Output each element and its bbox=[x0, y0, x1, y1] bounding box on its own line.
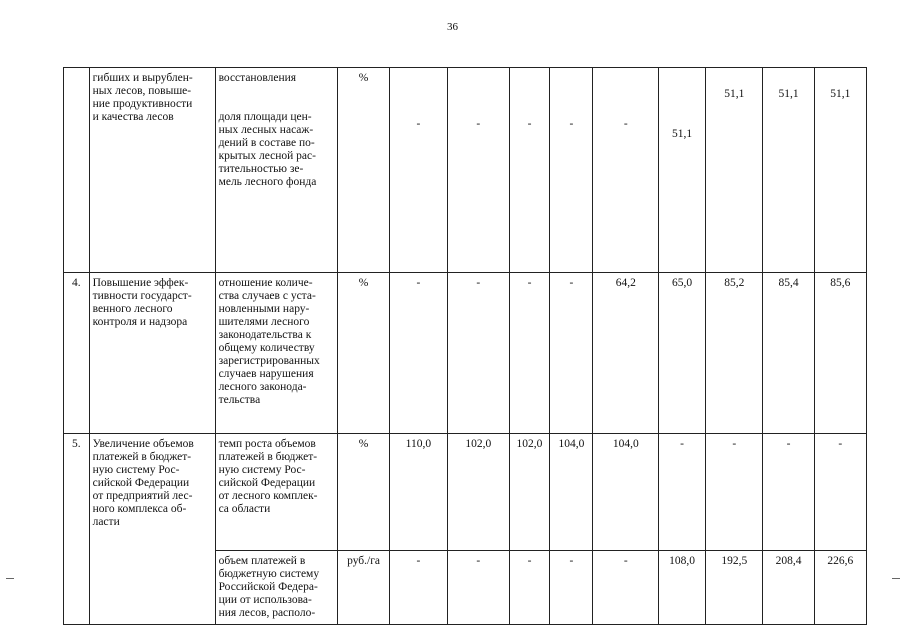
table-row bbox=[64, 434, 867, 551]
value-cell: - bbox=[389, 551, 447, 625]
value-cell: - bbox=[509, 551, 550, 625]
unit-cell: % bbox=[338, 273, 389, 434]
unit-cell: руб./га bbox=[338, 551, 389, 625]
value-cell: - bbox=[509, 273, 550, 434]
value-cell: 51,1 bbox=[814, 68, 866, 273]
value-cell: - bbox=[389, 273, 447, 434]
goal-cell: гибших и вырублен- ных лесов, повыше- ние продуктивности и качества лесов bbox=[89, 68, 215, 273]
value-cell: 51,1 bbox=[706, 68, 763, 273]
value-cell: - bbox=[448, 551, 509, 625]
value-cell: 108,0 bbox=[659, 551, 706, 625]
unit-cell: % bbox=[338, 68, 389, 273]
value-cell: - bbox=[509, 68, 550, 273]
indicators-table bbox=[63, 67, 867, 625]
value-cell: 104,0 bbox=[550, 434, 593, 551]
value-cell: - bbox=[448, 273, 509, 434]
value-cell: 85,2 bbox=[706, 273, 763, 434]
table-row bbox=[64, 68, 867, 273]
unit-cell: % bbox=[338, 434, 389, 551]
value-cell: 192,5 bbox=[706, 551, 763, 625]
value-cell: - bbox=[814, 434, 866, 551]
value-cell: 226,6 bbox=[814, 551, 866, 625]
value-cell: - bbox=[550, 68, 593, 273]
value-cell: - bbox=[593, 68, 659, 273]
indicator-continued-text: восстановления bbox=[218, 72, 297, 84]
indicator-cell: темп роста объемов платежей в бюджет- ную систему Рос- сийской Федерации от лесного комплек- са области bbox=[215, 434, 338, 551]
value-cell: 51,1 bbox=[659, 68, 706, 273]
indicator-cell bbox=[215, 68, 338, 273]
page-number: 36 bbox=[447, 21, 458, 33]
indicator-text: доля площади цен- ных лесных насаж- дений в составе по- крытых лесной рас- тительностью зе- мель лесного фонда bbox=[218, 111, 317, 188]
value-cell: - bbox=[706, 434, 763, 551]
value-cell: - bbox=[550, 273, 593, 434]
row-number: 5. bbox=[64, 434, 90, 625]
value-cell: - bbox=[763, 434, 814, 551]
indicator-cell: отношение количе- ства случаев с уста- новленными нару- шителями лесного законодательства к общему количеству зарегистрированных случаев нарушения лесного законода- тельства bbox=[215, 273, 338, 434]
value-cell: - bbox=[593, 551, 659, 625]
scan-edge-mark-right bbox=[892, 578, 900, 579]
goal-cell: Увеличение объемов платежей в бюджет- ную систему Рос- сийской Федерации от предприятий лес- ного комплекса об- ласти bbox=[89, 434, 215, 625]
value-cell: 110,0 bbox=[389, 434, 447, 551]
value-cell: - bbox=[448, 68, 509, 273]
value-cell: 102,0 bbox=[448, 434, 509, 551]
goal-cell: Повышение эффек- тивности государст- венного лесного контроля и надзора bbox=[89, 273, 215, 434]
value-cell: 51,1 bbox=[763, 68, 814, 273]
scan-edge-mark-left bbox=[6, 578, 14, 579]
value-cell: 85,6 bbox=[814, 273, 866, 434]
row-number: 4. bbox=[64, 273, 90, 434]
value-cell: 64,2 bbox=[593, 273, 659, 434]
value-cell: 104,0 bbox=[593, 434, 659, 551]
value-cell: 65,0 bbox=[659, 273, 706, 434]
value-cell: - bbox=[659, 434, 706, 551]
row-number bbox=[64, 68, 90, 273]
value-cell: - bbox=[550, 551, 593, 625]
indicator-cell: объем платежей в бюджетную систему Российской Федера- ции от использова- ния лесов, располо- bbox=[215, 551, 338, 625]
table-row bbox=[64, 273, 867, 434]
value-cell: - bbox=[389, 68, 447, 273]
value-cell: 102,0 bbox=[509, 434, 550, 551]
value-cell: 85,4 bbox=[763, 273, 814, 434]
value-cell: 208,4 bbox=[763, 551, 814, 625]
